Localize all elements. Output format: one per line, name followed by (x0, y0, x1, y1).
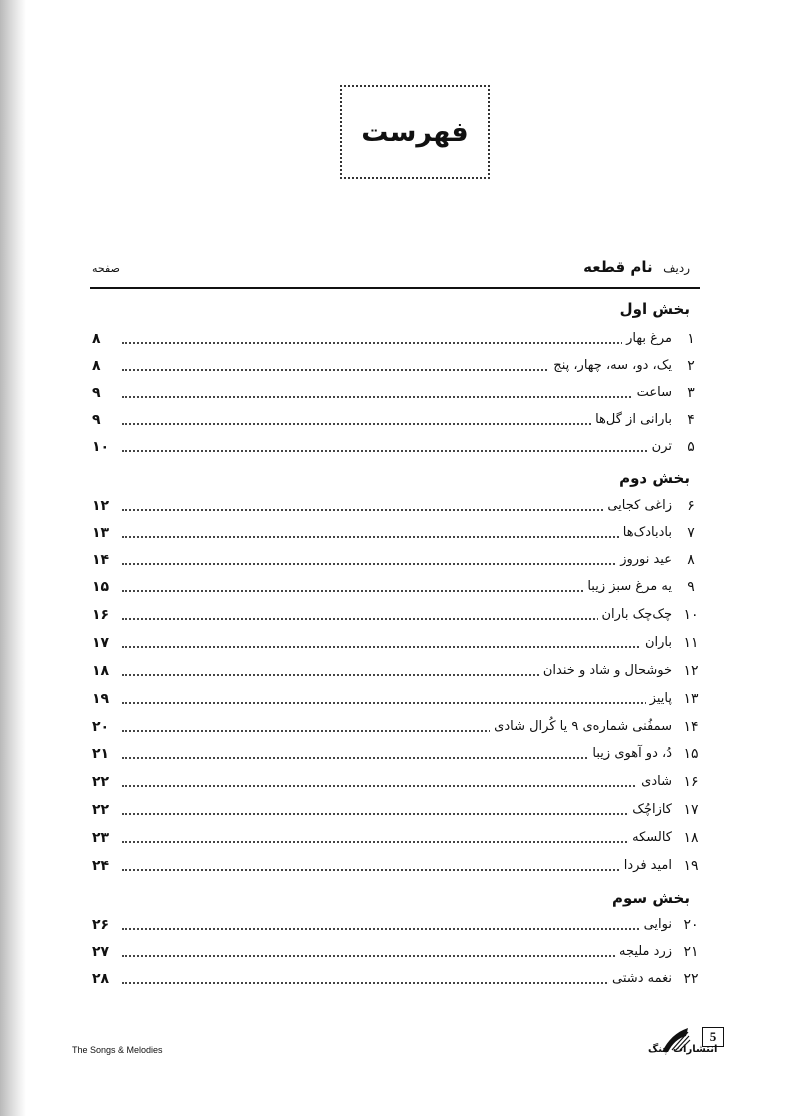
toc-page: ۱۳ (92, 525, 110, 541)
toc-title: نوایی (640, 914, 672, 936)
publisher-name: انتشارات چنگ (648, 1044, 718, 1055)
toc-page: ۲۸ (92, 971, 110, 987)
toc-number: ۲۱ (683, 944, 699, 960)
leader-dots (122, 618, 670, 620)
toc-row[interactable] (92, 604, 702, 626)
toc-page: ۱۲ (92, 498, 110, 514)
toc-row[interactable] (92, 827, 702, 849)
toc-page: ۱۵ (92, 579, 110, 595)
toc-page: ۹ (92, 385, 101, 401)
header-rule (90, 287, 700, 289)
leader-dots (122, 342, 670, 344)
toc-number: ۱۳ (683, 691, 699, 707)
header-name: نام قطعه (583, 258, 653, 276)
toc-number: ۱۸ (683, 830, 699, 846)
toc-title: عید نوروز (616, 549, 672, 571)
toc-row[interactable] (92, 771, 702, 793)
toc-number: ۳ (687, 385, 695, 401)
toc-title: یه مرغ سبز زیبا (583, 576, 672, 598)
toc-number: ۴ (687, 412, 695, 428)
leader-dots (122, 841, 670, 843)
toc-row[interactable] (92, 716, 702, 738)
title-box (340, 85, 490, 179)
toc-title: چک‌چک باران (598, 604, 673, 626)
toc-page: ۱۸ (92, 663, 110, 679)
leader-dots (122, 813, 670, 815)
toc-title: کازاچُک (628, 799, 672, 821)
leader-dots (122, 955, 670, 957)
toc-page: ۱۴ (92, 552, 110, 568)
toc-number: ۸ (687, 552, 695, 568)
toc-row[interactable] (92, 328, 702, 350)
toc-number: ۱۵ (683, 746, 699, 762)
toc-page: ۲۲ (92, 774, 110, 790)
column-header-right (583, 258, 690, 276)
leader-dots (122, 646, 670, 648)
toc-number: ۱۷ (683, 802, 699, 818)
toc-page: ۱۹ (92, 691, 110, 707)
leader-dots (122, 536, 670, 538)
toc-number: ۲ (687, 358, 695, 374)
toc-row[interactable] (92, 632, 702, 654)
toc-row[interactable] (92, 409, 702, 431)
toc-page: ۲۲ (92, 802, 110, 818)
header-radif: ردیف (663, 261, 690, 275)
toc-number: ۲۲ (683, 971, 699, 987)
leader-dots (122, 702, 670, 704)
toc-title: باران (641, 632, 672, 654)
page-title: فهرست (361, 116, 469, 148)
toc-row[interactable] (92, 522, 702, 544)
toc-row[interactable] (92, 968, 702, 990)
toc-number: ۹ (687, 579, 695, 595)
leader-dots (122, 982, 670, 984)
toc-page: ۲۱ (92, 746, 110, 762)
toc-row[interactable] (92, 743, 702, 765)
leader-dots (122, 869, 670, 871)
toc-title: پاییز (646, 688, 672, 710)
toc-number: ۵ (687, 439, 695, 455)
toc-title: مرغ بهار (622, 328, 672, 350)
toc-title: کالسکه (628, 827, 672, 849)
toc-row[interactable] (92, 660, 702, 682)
leader-dots (122, 423, 670, 425)
toc-title: سمفُنی شماره‌ی ۹ یا کُرال شادی (490, 716, 672, 738)
footer-book-title: The Songs & Melodies (72, 1045, 163, 1055)
leader-dots (122, 563, 670, 565)
book-spine-shadow (0, 0, 26, 1116)
toc-number: ۶ (687, 498, 695, 514)
leader-dots (122, 509, 670, 511)
leader-dots (122, 785, 670, 787)
toc-number: ۱۴ (683, 719, 699, 735)
toc-title: نغمه دشتی (608, 968, 672, 990)
header-page: صفحه (92, 262, 120, 275)
leader-dots (122, 928, 670, 930)
toc-title: ساعت (633, 382, 672, 404)
toc-row[interactable] (92, 799, 702, 821)
toc-row[interactable] (92, 355, 702, 377)
toc-page: ۲۳ (92, 830, 110, 846)
toc-page: ۲۰ (92, 719, 110, 735)
toc-page: ۲۴ (92, 858, 110, 874)
toc-row[interactable] (92, 495, 702, 517)
toc-title: بارانی از گل‌ها (591, 409, 672, 431)
toc-number: ۱۹ (683, 858, 699, 874)
toc-title: ترن (648, 436, 672, 458)
toc-title: زاغی کجایی (603, 495, 672, 517)
leader-dots (122, 396, 670, 398)
toc-page: ۹ (92, 412, 101, 428)
toc-page: ۱۰ (92, 439, 110, 455)
page-number: 5 (702, 1027, 724, 1047)
leader-dots (122, 450, 670, 452)
toc-page: ۲۶ (92, 917, 110, 933)
toc-row[interactable] (92, 941, 702, 963)
toc-row[interactable] (92, 855, 702, 877)
toc-title: خوشحال و شاد و خندان (539, 660, 672, 682)
toc-row[interactable] (92, 576, 702, 598)
toc-row[interactable] (92, 382, 702, 404)
toc-number: ۱۰ (683, 607, 699, 623)
toc-number: ۱۱ (683, 635, 699, 651)
toc-row[interactable] (92, 914, 702, 936)
toc-title: امید فردا (620, 855, 672, 877)
section-heading: بخش دوم (619, 469, 690, 487)
toc-page: ۸ (92, 331, 101, 347)
toc-title: یک، دو، سه، چهار، پنج (549, 355, 672, 377)
toc-row[interactable] (92, 688, 702, 710)
toc-title: شادی (637, 771, 672, 793)
toc-page: ۱۶ (92, 607, 110, 623)
toc-page: ۲۷ (92, 944, 110, 960)
toc-number: ۱۶ (683, 774, 699, 790)
toc-title: بادبادک‌ها (619, 522, 672, 544)
toc-title: زرد ملیجه (615, 941, 672, 963)
section-heading: بخش سوم (611, 889, 690, 907)
toc-title: دُ، دو آهوی زیبا (588, 743, 672, 765)
toc-row[interactable] (92, 549, 702, 571)
toc-number: ۲۰ (683, 917, 699, 933)
toc-row[interactable] (92, 436, 702, 458)
toc-number: ۱۲ (683, 663, 699, 679)
toc-page: ۸ (92, 358, 101, 374)
toc-page: ۱۷ (92, 635, 110, 651)
toc-number: ۱ (687, 331, 695, 347)
section-heading: بخش اول (619, 300, 690, 318)
toc-number: ۷ (687, 525, 695, 541)
